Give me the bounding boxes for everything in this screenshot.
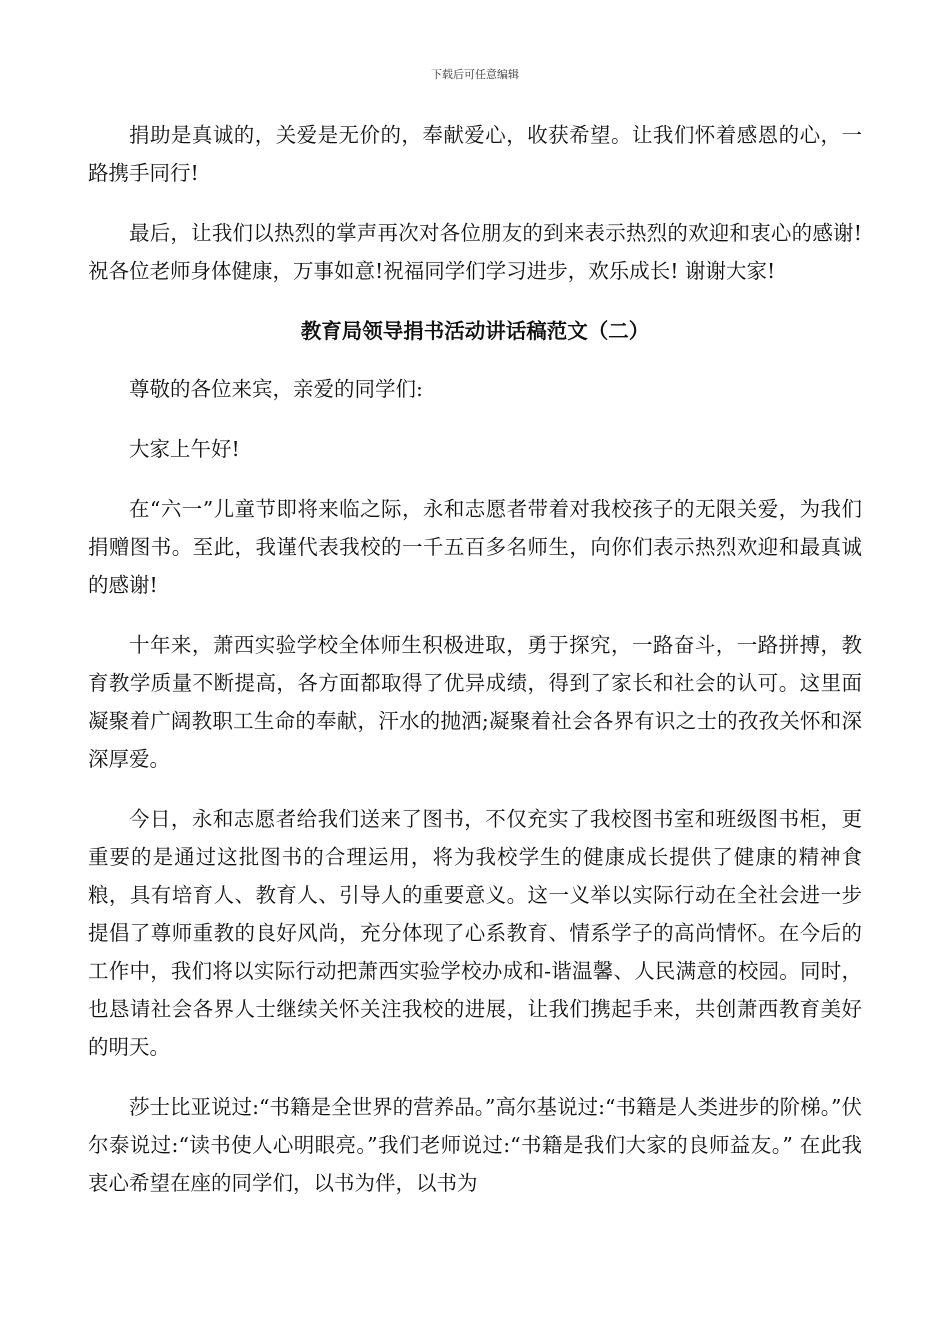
paragraph: 十年来，萧西实验学校全体师生积极进取，勇于探究，一路奋斗，一路拼搏，教育教学质量不断提高，各方面都取得了优异成绩，得到了家长和社会的认可。这里面凝聚着广阔教职工生命的奉献，汗水的抛洒;凝聚着社会各界有识之士的孜孜关怀和深深厚爱。: [88, 633, 862, 771]
paragraph: 最后，让我们以热烈的掌声再次对各位朋友的到来表示热烈的欢迎和衷心的感谢! 祝各位老师身体健康，万事如意!祝福同学们学习进步，欢乐成长! 谢谢大家!: [88, 221, 862, 283]
paragraph: 莎士比亚说过:“书籍是全世界的营养品。”高尔基说过:“书籍是人类进步的阶梯。”伏尔泰说过:“读书使人心明眼亮。”我们老师说过:“书籍是我们大家的良师益友。” 在此我衷心希望在座的同学们，以书为伴，以书为: [88, 1095, 862, 1195]
paragraph: 今日，永和志愿者给我们送来了图书，不仅充实了我校图书室和班级图书柜，更重要的是通过这批图书的合理运用，将为我校学生的健康成长提供了健康的精神食粮，具有培育人、教育人、引导人的重要意义。这一义举以实际行动在全社会进一步提倡了尊师重教的良好风尚，充分体现了心系教育、情系学子的高尚情怀。在今后的工作中，我们将以实际行动把萧西实验学校办成和-谐温馨、人民满意的校园。同时，也恳请社会各界人士继续关怀关注我校的进展，让我们携起手来，共创萧西教育美好的明天。: [88, 807, 862, 1059]
paragraph: 捐助是真诚的，关爱是无价的，奉献爱心，收获希望。让我们怀着感恩的心，一路携手同行!: [88, 123, 862, 185]
section-title: 教育局领导捐书活动讲话稿范文（二）: [300, 319, 650, 343]
paragraph: 在“六一”儿童节即将来临之际，永和志愿者带着对我校孩子的无限关爱，为我们捐赠图书。至此，我谨代表我校的一千五百多名师生，向你们表示热烈欢迎和最真诚的感谢!: [88, 497, 862, 597]
salutation: 尊敬的各位来宾，亲爱的同学们:: [129, 377, 423, 401]
greeting: 大家上午好!: [129, 437, 240, 461]
document-body: [88, 116, 862, 1224]
page-header-note: 下载后可任意编辑: [431, 68, 519, 81]
